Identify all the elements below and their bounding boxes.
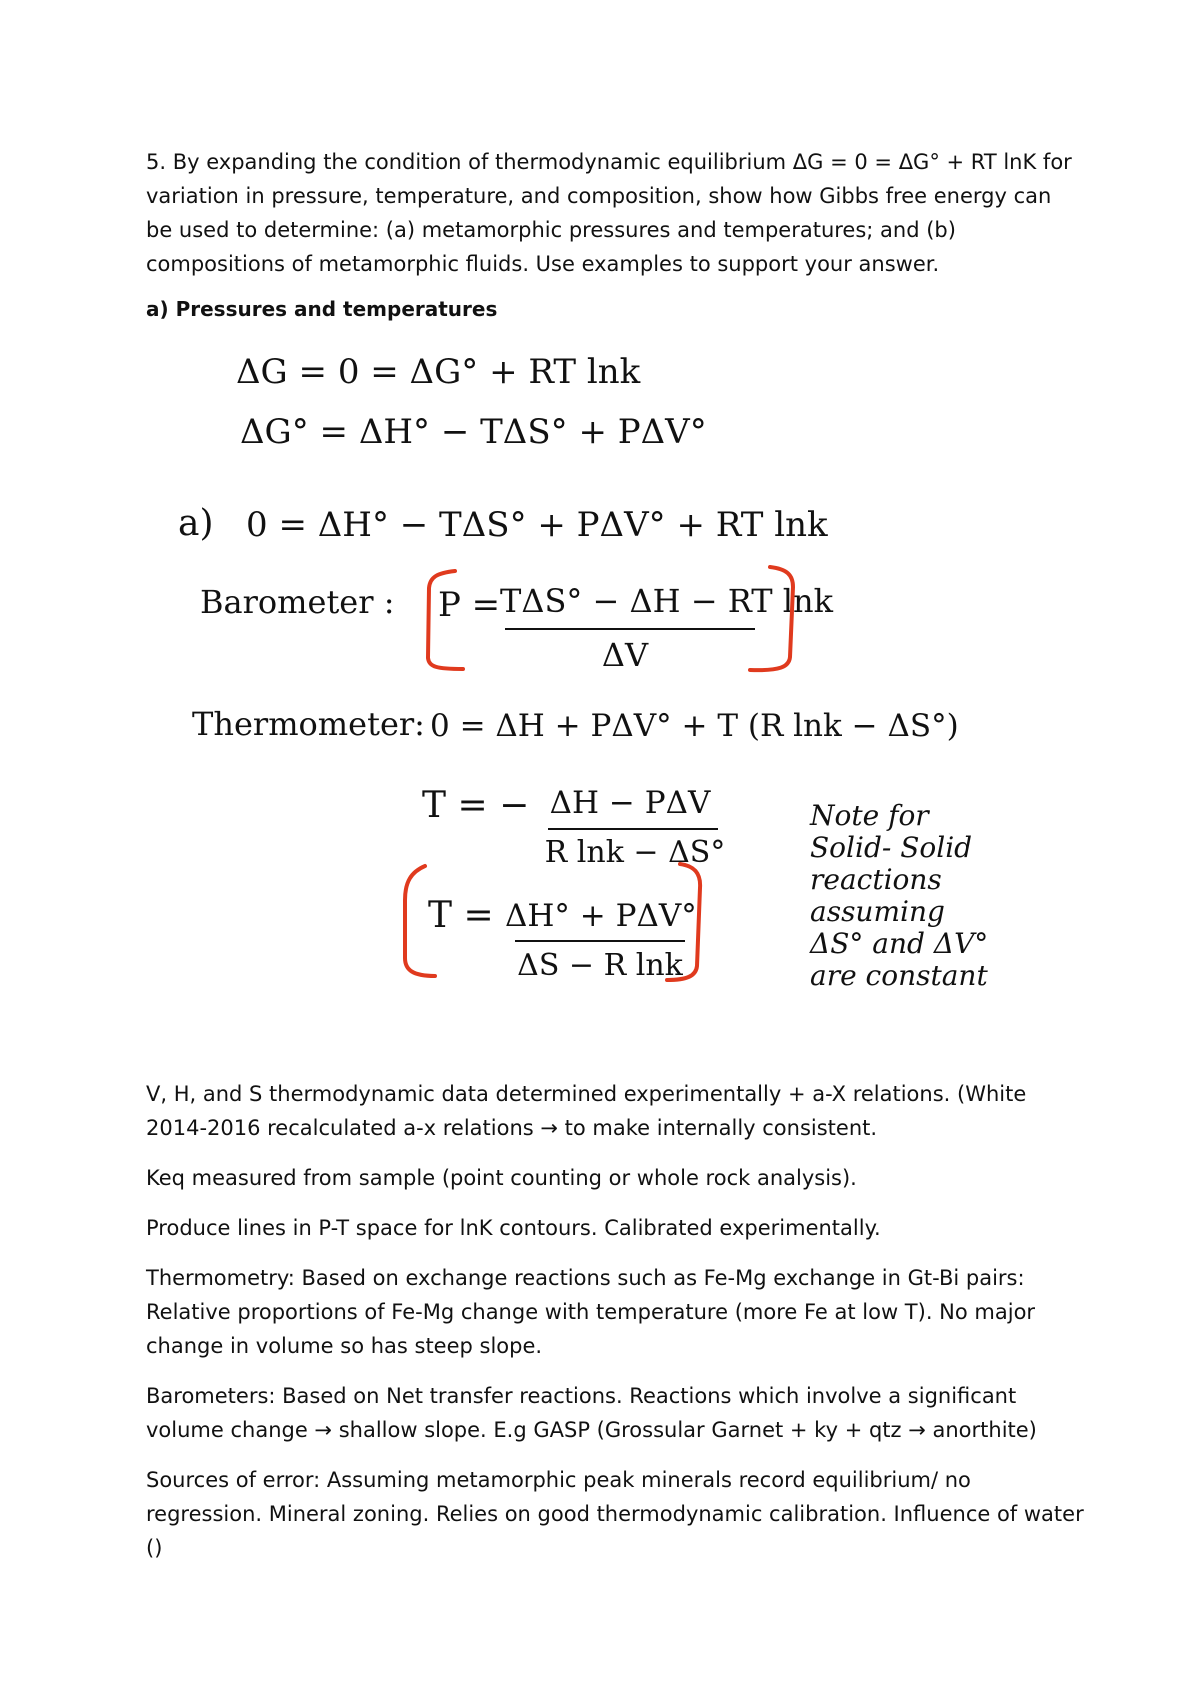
t2-lhs: T =: [428, 895, 494, 936]
equation-2: ΔG° = ΔH° − TΔS° + PΔV°: [240, 412, 707, 452]
thermometer-label: Thermometer:: [192, 705, 425, 743]
t1-fraction-bar: [548, 828, 718, 830]
section-heading: a) Pressures and temperatures: [146, 297, 498, 321]
paragraph: Thermometry: Based on exchange reactions such as Fe-Mg exchange in Gt-Bi pairs: Relative proportions of Fe-Mg change with temperature (more Fe at low T). No major change in volume so has steep slope.: [146, 1266, 1036, 1358]
note-line: assuming: [810, 895, 945, 928]
barometer-denominator: ΔV: [601, 636, 649, 674]
barometer-label: Barometer :: [200, 583, 395, 621]
t2-highlight-bracket: [395, 858, 720, 988]
barometer-highlight-bracket: [415, 563, 833, 678]
equation-1: ΔG = 0 = ΔG° + RT lnk: [236, 352, 641, 392]
paragraph: Keq measured from sample (point counting or whole rock analysis).: [146, 1166, 857, 1190]
equation-3: 0 = ΔH° − TΔS° + PΔV° + RT lnk: [246, 505, 828, 545]
t1-denominator: R lnk − ΔS°: [544, 835, 726, 870]
note-line: reactions: [810, 863, 942, 896]
paragraph: Barometers: Based on Net transfer reactions. Reactions which involve a significant volume change → shallow slope. E.g GASP (Grossular Garnet + ky + qtz → anorthite): [146, 1384, 1037, 1442]
thermometer-equation: 0 = ΔH + PΔV° + T (R lnk − ΔS°): [430, 708, 959, 744]
note-line: Solid- Solid: [810, 831, 973, 864]
barometer-numerator: TΔS° − ΔH − RT lnk: [500, 582, 833, 620]
t1-lhs: T = −: [422, 785, 530, 826]
question-text: 5. By expanding the condition of thermodynamic equilibrium ΔG = 0 = ΔG° + RT lnK for variation in pressure, temperature, and composition, show how Gibbs free energy can be used to determine: (a) metamorphic pressures and temperatures; and (b) compositions of metamorphic fluids. Use examples to support your answer.: [146, 150, 1072, 276]
part-label: a): [178, 503, 214, 544]
paragraph: V, H, and S thermodynamic data determined experimentally + a-X relations. (White 2014-2016 recalculated a-x relations → to make internally consistent.: [146, 1082, 1027, 1140]
paragraph: Sources of error: Assuming metamorphic peak minerals record equilibrium/ no regression. Mineral zoning. Relies on good thermodynamic calibration. Influence of water (): [146, 1468, 1084, 1560]
t2-numerator: ΔH° + PΔV°: [505, 898, 697, 934]
t2-denominator: ΔS − R lnk: [517, 948, 683, 983]
side-note: [810, 800, 1020, 992]
note-line: are constant: [810, 959, 988, 992]
body-text: [146, 1077, 1086, 1581]
paragraph: Produce lines in P-T space for lnK contours. Calibrated experimentally.: [146, 1216, 881, 1240]
note-line: Note for: [810, 799, 929, 832]
t1-numerator: ΔH − PΔV: [549, 785, 711, 821]
note-line: ΔS° and ΔV°: [810, 927, 989, 960]
barometer-lhs: P =: [438, 585, 501, 625]
